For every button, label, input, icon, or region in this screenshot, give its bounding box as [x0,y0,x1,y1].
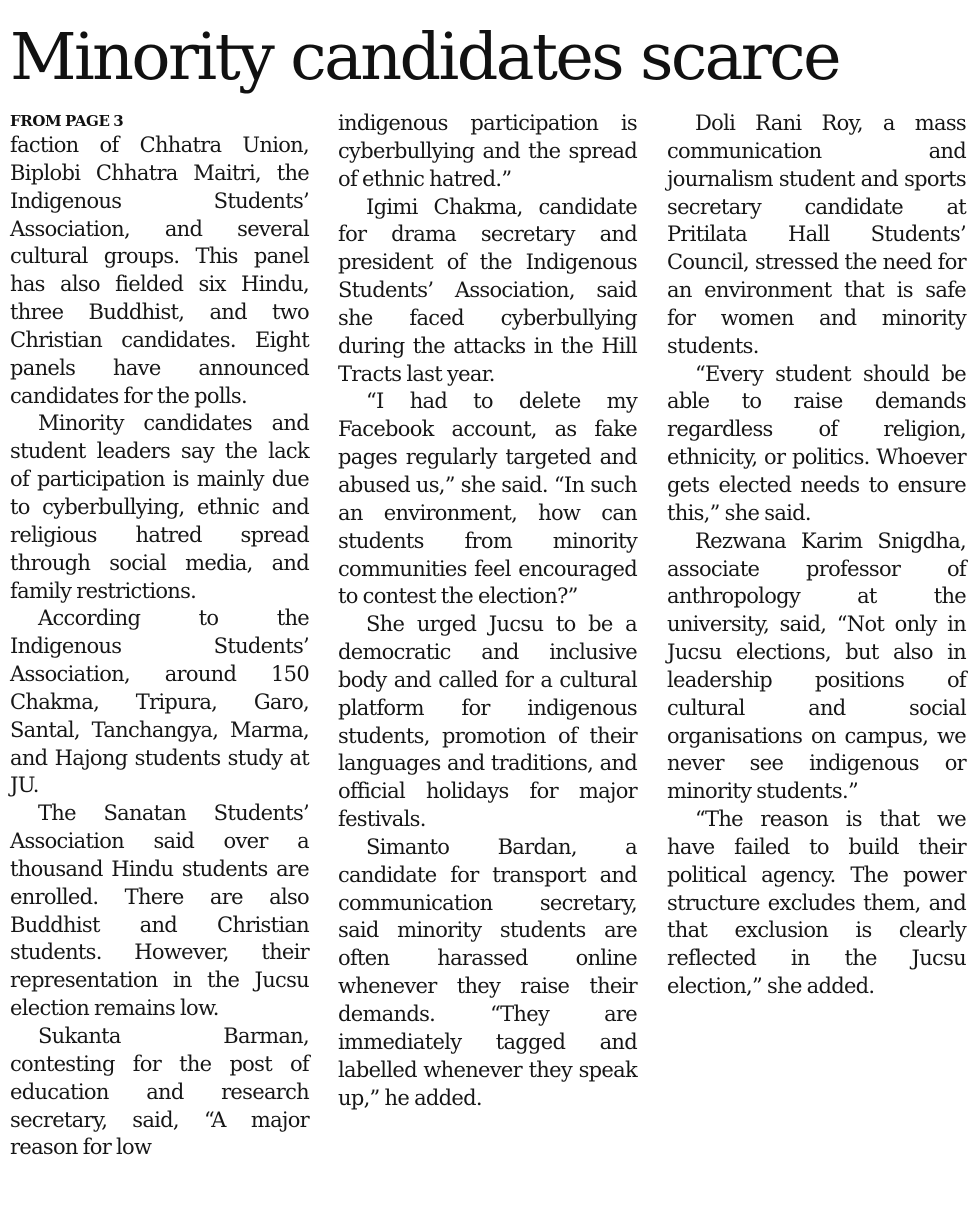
headline: Minority candidates scarce [10,20,839,95]
paragraph: “Every student should be able to raise demands regardless of religion, ethnicity, or politics. Whoever gets elected needs to ensure this,” she said. [667,361,966,525]
paragraph: She urged Jucsu to be a democratic and inclusive body and called for a cultural platform for indigenous students, promotion of their languages and traditions, and official holidays for major festivals. [338,612,637,832]
article-column-3 [667,110,966,1001]
paragraph: “I had to delete my Facebook account, as fake pages regularly targeted and abused us,” she said. “In such an environment, how can students from minority communities feel encouraged to contest the election?” [338,389,637,609]
paragraph: Rezwana Karim Snigdha, associate professor of anthropology at the university, said, “Not only in Jucsu elections, but also in leadership positions of cultural and social organisations on campus, we never see indigenous or minority students.” [667,528,966,804]
continued-from-label: FROM PAGE 3 [10,112,124,130]
paragraph: Sukanta Barman, contesting for the post of education and research secretary, said, “A major reason for low [10,1024,309,1160]
paragraph: The Sanatan Students’ Association said over a thousand Hindu students are enrolled. There are also Buddhist and Christian students. However, their representation in the Jucsu election remains low. [10,801,309,1021]
paragraph: Igimi Chakma, candidate for drama secretary and president of the Indigenous Students’ Association, said she faced cyberbullying during the attacks in the Hill Tracts last year. [338,194,637,386]
paragraph: indigenous participation is cyberbullying and the spread of ethnic hatred.” [338,111,637,191]
article-column-1 [10,110,309,1162]
paragraph: Minority candidates and student leaders say the lack of participation is mainly due to cyberbullying, ethnic and religious hatred spread through social media, and family restrictions. [10,411,309,603]
paragraph: Simanto Bardan, a candidate for transport and communication secretary, said minority students are often harassed online whenever they raise their demands. “They are immediately tagged and labelled whenever they speak up,” he added. [338,834,637,1110]
paragraph: Doli Rani Roy, a mass communication and journalism student and sports secretary candidate at Pritilata Hall Students’ Council, stressed the need for an environment that is safe for women and minority students. [667,111,966,358]
paragraph: faction of Chhatra Union, Biplobi Chhatra Maitri, the Indigenous Students’ Association, and several cultural groups. This panel has also fielded six Hindu, three Buddhist, and two Christian candidates. Eight panels have announced candidates for the polls. [10,133,309,408]
paragraph: “The reason is that we have failed to build their political agency. The power structure excludes them, and that exclusion is clearly reflected in the Jucsu election,” she added. [667,807,966,999]
paragraph: According to the Indigenous Students’ Association, around 150 Chakma, Tripura, Garo, Santal, Tanchangya, Marma, and Hajong students study at JU. [10,606,309,798]
article-column-2 [338,110,637,1112]
